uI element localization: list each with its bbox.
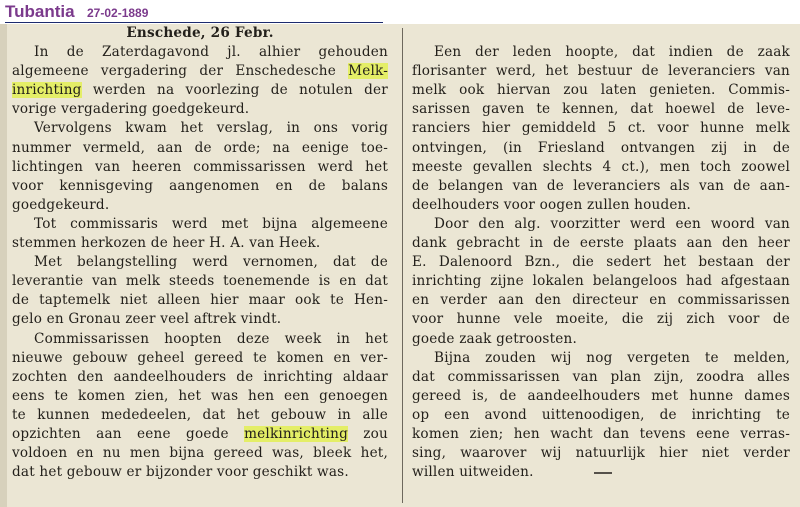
text-line: ontvingen, (in Friesland ontvangen zij in de [412,139,790,156]
text-line: voldoen en nu men bijna gereed was, bleek het, [12,445,388,462]
text-line: goede zaak getroosten. [412,330,577,347]
newspaper-clipping [0,24,800,507]
text-line: Een der leden hoopte, dat indien de zaak [434,44,790,61]
text-line: algemeene vergadering der Enschedesche Melk- [12,63,388,80]
text-line: In de Zaterdagavond jl. alhier gehouden [34,44,388,61]
clipping-edge [0,24,7,507]
text-line: en verder aan den directeur en commissarissen [412,292,790,309]
highlighted-term: melkinrichting [244,425,348,442]
text-line: eens te komen zien, het was hen een genoegen [12,387,388,404]
text-line: nieuwe gebouw geheel gereed te komen en ver- [12,349,388,366]
article-left-column [12,24,388,482]
text-line: ranciers hier gemiddeld 5 ct. voor hunne melk [412,120,790,137]
text-line: gereed is, de aandeelhouders met hunne dames [412,387,790,404]
text-line: voor hunne vele moeite, die zij zich voor de [412,311,790,328]
text-line: de taptemelk niet alleen hier maar ook te Hen- [12,292,388,309]
text-line: inrichting zijne lokalen belangeloos had afgestaan [412,273,790,290]
text-line: E. Dalenoord Bzn., die sedert het bestaan der [412,254,790,271]
end-of-article-rule [594,472,612,474]
text-line: dank gebracht in de eerste plaats aan den heer [412,235,790,252]
text-line: zochten den aandeelhouders de inrichting aldaar [12,368,388,385]
text-line: Door den alg. voorzitter werd een woord van [434,215,790,232]
text-line: Tot commissaris werd met bijna algemeene [34,215,388,232]
text-line: dat het gebouw er bijzonder voor geschikt was. [12,464,349,481]
text-line: leverantie van melk steeds toenemende is en dat [12,273,388,290]
highlighted-term: inrichting [12,82,82,99]
column-divider [402,28,403,503]
text-line: te kunnen mededeelen, dat het gebouw in alle [12,406,388,423]
newspaper-name: Tubantia [5,2,75,21]
text-line: inrichting werden na voorlezing de notulen der [12,82,388,99]
text-line: deelhouders voor oogen zullen houden. [412,196,692,213]
text-line: sarissen gaven te kennen, dat hoewel de leve- [412,101,790,118]
text-line: florisanter werd, het bestuur de leveranciers van [412,63,790,80]
text-line: stemmen herkozen de heer H. A. van Heek. [12,235,321,252]
right-column-text [412,43,790,482]
text-line: komen zien; hen wacht dan tevens eene verras- [412,425,790,442]
text-line: willen uitweiden. [412,464,534,481]
text-line: opzichten aan eene goede melkinrichting zou [12,425,388,442]
text-line: Commissarissen hoopten deze week in het [34,330,388,347]
article-dateline: Enschede, 26 Febr. [126,25,274,41]
text-line: Bijna zouden wij nog vergeten te melden, [434,349,790,366]
article-right-column [412,24,790,482]
left-column-text [12,43,388,482]
text-line: goedgekeurd. [12,196,110,213]
text-line: op een avond uittenoodigen, de inrichting te [412,406,790,423]
text-line: melk ook hiervan zou laten genieten. Commis- [412,82,790,99]
text-line: Vervolgens kwam het verslag, in ons vorig [34,120,388,137]
text-line: meeste gevallen slechts 4 ct.), men toch zoowel [412,158,790,175]
text-line: dat commissarissen van plan zijn, zoodra alles [412,368,790,385]
text-line: vorige vergadering goedgekeurd. [12,101,250,118]
right-column-top-gap [412,24,790,43]
text-line: sing, waarover wij natuurlijk hier niet verder [412,445,790,462]
highlighted-term: Melk- [348,63,388,80]
text-line: lichtingen van heeren commissarissen werd het [12,158,388,175]
text-line: Met belangstelling werd vernomen, dat de [34,254,388,271]
clipping-header [0,0,800,24]
text-line: nummer vermeld, aan de orde; na eenige toe- [12,139,388,156]
text-line: voor kennisgeving aangenomen en de balans [12,177,388,194]
text-line: gelo en Gronau zeer veel aftrek vindt. [12,311,282,328]
text-line: de belangen van de leveranciers als van de aan- [412,177,790,194]
publication-date: 27-02-1889 [87,6,149,20]
header-underline [5,22,383,23]
